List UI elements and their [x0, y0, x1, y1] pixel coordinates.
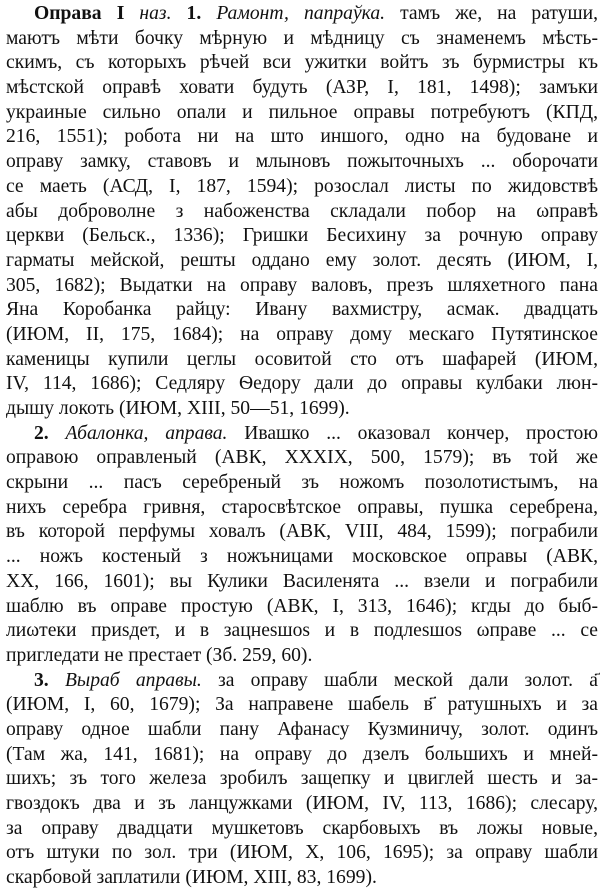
sense-gloss: Абалонка, аправа. [65, 422, 228, 444]
entry-text: тамъ же, на ратуши, [400, 3, 598, 24]
entry-line: абы доброволне з набоженства складали побор на ωправѣ [6, 200, 598, 222]
entry-line: гвоздокъ два и зъ ланцужками (ИЮМ, IV, 113, 1686); слесару, [6, 793, 598, 814]
entry-line: шаблю въ оправе простую (АВК, I, 313, 1646); кгды до быб- [6, 595, 598, 617]
entry-line-1 [6, 2, 598, 27]
entry-line: мѣстской оправѣ ховати будуть (АЗР, I, 181, 1498); замъки [6, 77, 598, 99]
entry-line: въ которой перфумы ховалъ (АВК, VIII, 484, 1599); пограбили [6, 521, 598, 543]
sense-gloss: Рамонт, папраўка. [216, 3, 386, 24]
headword: Оправа [34, 3, 102, 24]
entry-line: украиные сильно опали и пильное оправы потребуютъ (КПД, [6, 101, 598, 123]
entry-line: оправу одное шабли пану Афанасу Кузминичу, золот. одинъ [6, 718, 598, 740]
entry-line: шихъ; зъ того железа зробилъ защепку и цвиглей шесть и за- [6, 768, 598, 790]
entry-line: IV, 114, 1686); Седляру Ѳедору дали до оправы кулбаки люн- [6, 373, 598, 395]
part-of-speech: наз. [139, 3, 172, 24]
sense-gloss: Выраб аправы. [64, 669, 202, 691]
entry-line: 305, 1682); Выдатки на оправу валовъ, презъ шляхетного пана [6, 274, 598, 296]
entry-line: XX, 166, 1601); вы Кулики Василенята ... взели и пограбили [6, 570, 598, 592]
entry-line: Яна Коробанка райцу: Ивану вахмистру, асмак. двадцать [6, 299, 598, 321]
entry-line: оправу замку, ставовъ и млыновъ пожыточныхъ ... оборочати [6, 151, 598, 173]
sense-3-line-1 [6, 669, 598, 694]
entry-text: за оправу шабли меской дали золот. а҃ [218, 669, 598, 691]
sense-number: 2. [34, 422, 49, 444]
entry-line: лиωтеки приѕдет, и в зацнеѕшоѕ и в подлеѕшоѕ ωправе ... се [6, 620, 598, 642]
sense-number: 3. [34, 669, 49, 691]
entry-line: гарматы мейской, решты оддано ему золот. десять (ИЮМ, I, [6, 249, 598, 271]
entry-line: оправою оправленый (АВК, XXXIX, 500, 1579); въ той же [6, 447, 598, 469]
entry-line: церкви (Бельск., 1336); Гришки Бесихину за рочную оправу [6, 225, 598, 247]
entry-line: (ИЮМ, II, 175, 1684); на оправу дому мескаго Путятинское [6, 323, 598, 345]
entry-line: за оправу двадцати мушкетовъ скарбовыхъ въ ложы новые, [6, 817, 598, 839]
entry-line: скрыни ... пасъ серебреный зъ ножомъ позолотистымъ, на [6, 472, 598, 494]
entry-line: дышу локоть (ИЮМ, XIII, 50—51, 1699). [6, 398, 350, 419]
entry-line: пригледати не престает (Зб. 259, 60). [6, 644, 313, 666]
entry-line: нихъ серебра гривня, старосвѣтское оправы, пушка серебрена, [6, 496, 598, 518]
homonym-number: I [116, 3, 125, 24]
entry-line: ... ножъ костеный з ножъницами московское оправы (АВК, [6, 546, 598, 568]
sense-number: 1. [186, 3, 202, 24]
entry-line: каменицы купили цеглы осовитой сто отъ шафарей (ИЮМ, [6, 348, 598, 370]
entry-line: скимъ, съ которыхъ рѣчей вси ужитки войтъ зъ бурмистры къ [6, 52, 598, 74]
entry-line: (ИЮМ, I, 60, 1679); За направене шабель в҃ ратушныхъ и за [6, 694, 598, 716]
entry-line: маютъ мѣти бочку мѣрную и мѣдницу съ знаменемъ мѣсть- [6, 27, 598, 49]
entry-line: се маеть (АСД, I, 187, 1594); розослал листы по жидовствѣ [6, 175, 598, 197]
sense-2-line-1 [6, 422, 598, 447]
entry-line: отъ штуки по зол. три (ИЮМ, X, 106, 1695); за оправу шабли [6, 842, 598, 864]
entry-text: Ивашко ... оказовал кончер, простою [244, 422, 598, 444]
entry-line: (Там жа, 141, 1681); на оправу до дзелъ большихъ и мней- [6, 743, 598, 765]
entry-line: 216, 1551); робота ни на што иншого, одно на будоване и [6, 126, 598, 148]
dictionary-page [6, 2, 598, 891]
entry-line: скарбовой заплатили (ИЮМ, XIII, 83, 1699). [6, 867, 377, 889]
